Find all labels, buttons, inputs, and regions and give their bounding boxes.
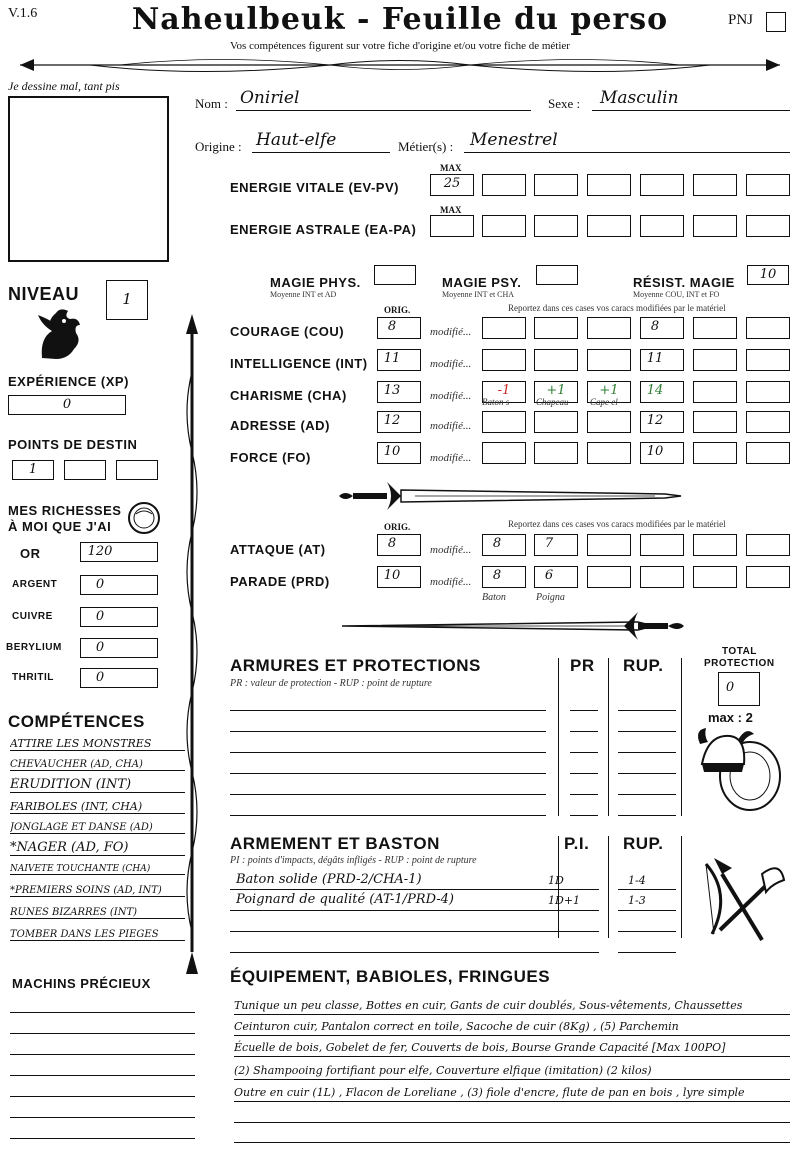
armure-row-line[interactable] (230, 710, 546, 711)
weapon-row-line (545, 889, 599, 890)
combat-cell[interactable] (693, 534, 737, 556)
equipement-line[interactable]: (2) Shampooing fortifiant pour elfe, Couverture elfique (imitation) (2 kilos) (234, 1063, 790, 1080)
thritil-value: 0 (95, 670, 105, 685)
caracs-note: Reportez dans ces cases vos caracs modifiées par le matériel (508, 303, 726, 313)
armure-row-line[interactable] (618, 815, 676, 816)
thritil-label: THRITIL (12, 672, 54, 683)
combat-cell[interactable] (693, 566, 737, 588)
armure-row-line[interactable] (618, 710, 676, 711)
weapon-row-line (545, 910, 599, 911)
caracs-orig-label: ORIG. (384, 305, 411, 315)
machins-line[interactable] (10, 1033, 195, 1034)
competence-item[interactable]: *NAGER (AD, FO) (10, 840, 185, 856)
ea-box[interactable] (587, 215, 631, 237)
weapon-name[interactable]: Poignard de qualité (AT-1/PRD-4) (236, 892, 454, 907)
carac-cell[interactable] (746, 381, 790, 403)
weapon-pi[interactable]: 1D+1 (548, 894, 581, 907)
origine-value[interactable]: Haut-elfe (256, 130, 337, 150)
combat-cell[interactable] (587, 566, 631, 588)
total-protection-value: 0 (725, 680, 735, 695)
machins-line[interactable] (10, 1096, 195, 1097)
equipement-line[interactable]: Outre en cuir (1L) , Flacon de Loreliane , (3) fiole d'encre, flute de pan en bois , lyre simple (234, 1085, 790, 1102)
combat-orig-value: 10 (383, 568, 401, 583)
carac-cell[interactable] (482, 317, 526, 339)
competence-item[interactable]: ATTIRE LES MONSTRES (10, 737, 185, 751)
richesses-label-2: À MOI QUE J'AI (8, 519, 112, 534)
carac-cell[interactable] (587, 411, 631, 433)
combat-note-item: Poigna (536, 592, 565, 603)
berylium-value: 0 (95, 640, 105, 655)
destin-box[interactable] (64, 460, 106, 480)
helmet-shield-icon (694, 726, 784, 812)
ev-box[interactable] (693, 174, 737, 196)
column-divider (608, 658, 609, 816)
cha-note: Cape el (590, 397, 618, 407)
armure-row-line[interactable] (570, 710, 598, 711)
competence-item[interactable]: TOMBER DANS LES PIÈGES (10, 929, 185, 941)
armure-row-line[interactable] (618, 794, 676, 795)
carac-orig-value: 12 (383, 413, 401, 428)
weapon-row-line (618, 910, 676, 911)
armure-row-line[interactable] (618, 752, 676, 753)
ev-box[interactable] (587, 174, 631, 196)
armure-row-line[interactable] (570, 752, 598, 753)
nom-value[interactable]: Oniriel (240, 88, 300, 108)
weapon-row-line (230, 931, 546, 932)
weapon-name[interactable]: Baton solide (PRD-2/CHA-1) (236, 872, 422, 887)
armure-row-line[interactable] (570, 815, 598, 816)
carac-cell-value: -1 (497, 383, 511, 398)
equipement-line[interactable] (234, 1106, 790, 1123)
carac-cell[interactable] (587, 442, 631, 464)
sexe-underline (592, 110, 790, 111)
ev-box[interactable] (534, 174, 578, 196)
armure-row-line[interactable] (618, 773, 676, 774)
competence-item[interactable]: *PREMIERS SOINS (AD, INT) (10, 885, 185, 897)
niveau-label: NIVEAU (8, 284, 80, 304)
magie-phys-box[interactable] (374, 265, 416, 285)
magie-psy-label: MAGIE PSY. (442, 275, 522, 290)
modifie-label: modifié... (430, 358, 472, 370)
sexe-label: Sexe : (548, 96, 581, 111)
ev-max-value: 25 (443, 176, 461, 191)
carac-cell[interactable] (534, 442, 578, 464)
combat-note-item: Baton (482, 592, 506, 603)
carac-cell[interactable] (534, 317, 578, 339)
armure-row-line[interactable] (570, 731, 598, 732)
xp-label: EXPÉRIENCE (XP) (8, 374, 129, 389)
sword-icon (335, 478, 685, 514)
combat-cell[interactable] (746, 566, 790, 588)
weapon-row-line (618, 889, 676, 890)
machins-line[interactable] (10, 1138, 195, 1139)
competence-item[interactable]: JONGLAGE ET DANSE (AD) (10, 822, 185, 834)
machins-title: MACHINS PRÉCIEUX (12, 976, 151, 991)
armement-pi-header: P.I. (564, 834, 590, 853)
armure-row-line[interactable] (230, 815, 546, 816)
metier-value[interactable]: Menestrel (470, 130, 558, 150)
column-divider (681, 658, 682, 816)
modifie-label: modifié... (430, 576, 472, 588)
carac-cell[interactable] (693, 442, 737, 464)
cha-note: Chapeau (536, 397, 569, 407)
carac-cell-value: 10 (646, 444, 664, 459)
modifie-label: modifié... (430, 452, 472, 464)
cuivre-label: CUIVRE (12, 611, 53, 622)
carac-cell[interactable] (693, 349, 737, 371)
equipement-title: ÉQUIPEMENT, BABIOLES, FRINGUES (230, 967, 551, 986)
carac-cell-value: +1 (546, 383, 566, 398)
pnj-checkbox[interactable] (766, 12, 786, 32)
coin-icon (126, 500, 162, 536)
ea-box[interactable] (534, 215, 578, 237)
carac-cell[interactable] (693, 411, 737, 433)
combat-cell-value: 6 (544, 568, 554, 583)
magie-psy-note: Moyenne INT et CHA (442, 290, 515, 299)
nom-underline (236, 110, 531, 111)
ea-box[interactable] (640, 215, 684, 237)
weapon-row-line (618, 952, 676, 953)
column-divider (681, 836, 682, 938)
force-label: FORCE (FO) (230, 450, 311, 465)
carac-orig-value: 10 (383, 444, 401, 459)
magie-phys-note: Moyenne INT et AD (270, 290, 337, 299)
carac-orig-value: 8 (387, 319, 397, 334)
nom-label: Nom : (195, 96, 228, 111)
armement-title: ARMEMENT ET BASTON (230, 834, 440, 853)
argent-value: 0 (95, 577, 105, 592)
cha-note: Baton s (482, 397, 510, 407)
armure-row-line[interactable] (230, 731, 546, 732)
weapons-icon (692, 854, 788, 944)
total-protection-label-2: PROTECTION (704, 658, 775, 669)
weapon-row-line (545, 952, 599, 953)
carac-cell-value: +1 (599, 383, 619, 398)
armure-row-line[interactable] (230, 773, 546, 774)
intelligence-label: INTELLIGENCE (INT) (230, 356, 368, 371)
ev-box[interactable] (746, 174, 790, 196)
machins-line[interactable] (10, 1012, 195, 1013)
carac-cell[interactable] (482, 349, 526, 371)
ev-max-label: MAX (440, 163, 462, 173)
competence-item[interactable]: RUNES BIZARRES (INT) (10, 907, 185, 919)
ev-box[interactable] (640, 174, 684, 196)
berylium-label: BERYLIUM (6, 642, 62, 653)
staff-icon (180, 312, 204, 978)
carac-cell[interactable] (587, 349, 631, 371)
armure-row-line[interactable] (570, 773, 598, 774)
total-protection-label: TOTAL (722, 646, 757, 657)
combat-cell[interactable] (746, 534, 790, 556)
modifie-label: modifié... (430, 390, 472, 402)
carac-cell[interactable] (746, 317, 790, 339)
or-value: 120 (87, 544, 113, 559)
armures-rup-header: RUP. (623, 656, 664, 675)
equipement-line[interactable]: Ceinturon cuir, Pantalon correct en toile, Sacoche de cuir (8Kg) , (5) Parchemin (234, 1019, 790, 1036)
pnj-label: PNJ (728, 12, 754, 28)
equipement-line[interactable]: Écuelle de bois, Gobelet de fer, Couverts de bois, Bourse Grande Capacité [Max 100PO] (234, 1040, 790, 1057)
niveau-value: 1 (122, 290, 132, 308)
competence-item[interactable]: FARIBOLES (INT, CHA) (10, 800, 185, 814)
ea-max-box[interactable] (430, 215, 474, 237)
weapon-row-line (545, 931, 599, 932)
richesses-label: MES RICHESSES (8, 503, 122, 518)
ev-label: ENERGIE VITALE (EV-PV) (230, 180, 399, 195)
sexe-value[interactable]: Masculin (600, 88, 679, 108)
armure-row-line[interactable] (570, 794, 598, 795)
column-divider (558, 658, 559, 816)
magie-psy-box[interactable] (536, 265, 578, 285)
max-protection-label: max : 2 (708, 710, 753, 725)
carac-cell[interactable] (746, 349, 790, 371)
portrait-caption: Je dessine mal, tant pis (8, 79, 120, 93)
destin-box[interactable] (116, 460, 158, 480)
origine-underline (252, 152, 390, 153)
weapon-pi[interactable]: 1D (548, 874, 564, 887)
competence-item[interactable]: CHEVAUCHER (AD, CHA) (10, 759, 185, 771)
ea-label: ENERGIE ASTRALE (EA-PA) (230, 222, 417, 237)
machins-line[interactable] (10, 1075, 195, 1076)
resist-magie-label: RÉSIST. MAGIE (633, 275, 735, 290)
armement-rup-header: RUP. (623, 834, 664, 853)
armures-title: ARMURES ET PROTECTIONS (230, 656, 481, 675)
ea-max-label: MAX (440, 205, 462, 215)
combat-orig-label: ORIG. (384, 522, 411, 532)
armure-row-line[interactable] (618, 731, 676, 732)
or-label: OR (20, 546, 41, 561)
combat-cell[interactable] (640, 534, 684, 556)
metier-label: Métier(s) : (398, 139, 454, 154)
adresse-label: ADRESSE (AD) (230, 418, 330, 433)
argent-label: ARGENT (12, 579, 58, 590)
ev-box[interactable] (482, 174, 526, 196)
magie-phys-label: MAGIE PHYS. (270, 275, 361, 290)
column-divider (558, 836, 559, 938)
carac-cell-value: 11 (646, 351, 664, 366)
combat-note: Reportez dans ces cases vos caracs modifiées par le matériel (508, 519, 726, 529)
ea-box[interactable] (693, 215, 737, 237)
ea-box[interactable] (746, 215, 790, 237)
combat-cell[interactable] (640, 566, 684, 588)
competence-item[interactable]: NAÏVETÉ TOUCHANTE (CHA) (10, 864, 185, 875)
carac-cell[interactable] (746, 411, 790, 433)
armement-subtitle: PI : points d'impacts, dégâts infligés - RUP : point de rupture (230, 855, 477, 866)
weapon-rup[interactable]: 1-3 (628, 894, 646, 907)
weapon-row-line (230, 889, 546, 890)
machins-line[interactable] (10, 1054, 195, 1055)
sheet-title: Naheulbeuk - Feuille du perso (131, 2, 669, 37)
resist-magie-note: Moyenne COU, INT et FO (633, 290, 720, 299)
dragon-icon (34, 303, 84, 363)
origine-label: Origine : (195, 139, 242, 154)
combat-cell-value: 7 (544, 536, 554, 551)
destin-label: POINTS DE DESTIN (8, 437, 138, 452)
courage-label: COURAGE (COU) (230, 324, 345, 339)
competence-item[interactable]: ÉRUDITION (INT) (10, 777, 185, 793)
carac-cell-value: 14 (646, 383, 664, 398)
combat-cell-value: 8 (492, 568, 502, 583)
ornament-divider (0, 52, 800, 78)
weapon-row-line (230, 952, 546, 953)
carac-cell[interactable] (534, 349, 578, 371)
sword-icon (338, 608, 688, 644)
carac-cell[interactable] (693, 381, 737, 403)
carac-cell[interactable] (587, 317, 631, 339)
combat-orig-value: 8 (387, 536, 397, 551)
equipement-blank-line[interactable] (234, 1142, 790, 1143)
modifie-label: modifié... (430, 544, 472, 556)
carac-cell-value: 8 (650, 319, 660, 334)
armure-row-line[interactable] (230, 752, 546, 753)
column-divider (608, 836, 609, 938)
modifie-label: modifié... (430, 326, 472, 338)
armures-subtitle: PR : valeur de protection - RUP : point de rupture (230, 678, 432, 689)
armure-row-line[interactable] (230, 794, 546, 795)
portrait-box[interactable] (8, 96, 169, 262)
carac-cell[interactable] (693, 317, 737, 339)
cuivre-value: 0 (95, 609, 105, 624)
xp-value: 0 (62, 397, 72, 412)
carac-orig-value: 11 (383, 351, 401, 366)
weapon-rup[interactable]: 1-4 (628, 874, 646, 887)
modifie-label: modifié... (430, 420, 472, 432)
attaque-label: ATTAQUE (AT) (230, 542, 326, 557)
machins-line[interactable] (10, 1117, 195, 1118)
carac-cell[interactable] (482, 442, 526, 464)
parade-label: PARADE (PRD) (230, 574, 330, 589)
sheet-subtitle: Vos compétences figurent sur votre fiche d'origine et/ou votre fiche de métier (230, 40, 570, 52)
version-label: V.1.6 (8, 6, 38, 21)
competences-title: COMPÉTENCES (8, 712, 145, 731)
combat-cell-value: 8 (492, 536, 502, 551)
charisme-label: CHARISME (CHA) (230, 388, 347, 403)
carac-cell[interactable] (746, 442, 790, 464)
carac-cell[interactable] (482, 411, 526, 433)
metier-underline (464, 152, 790, 153)
resist-magie-value: 10 (759, 267, 777, 282)
carac-cell-value: 12 (646, 413, 664, 428)
destin-value: 1 (28, 462, 38, 477)
weapon-row-line (618, 931, 676, 932)
ea-box[interactable] (482, 215, 526, 237)
equipement-line[interactable]: Tunique un peu classe, Bottes en cuir, Gants de cuir doublés, Sous-vêtements, Chaussettes (234, 998, 790, 1015)
carac-cell[interactable] (534, 411, 578, 433)
weapon-row-line (230, 910, 546, 911)
armures-pr-header: PR (570, 656, 595, 675)
combat-cell[interactable] (587, 534, 631, 556)
carac-orig-value: 13 (383, 383, 401, 398)
